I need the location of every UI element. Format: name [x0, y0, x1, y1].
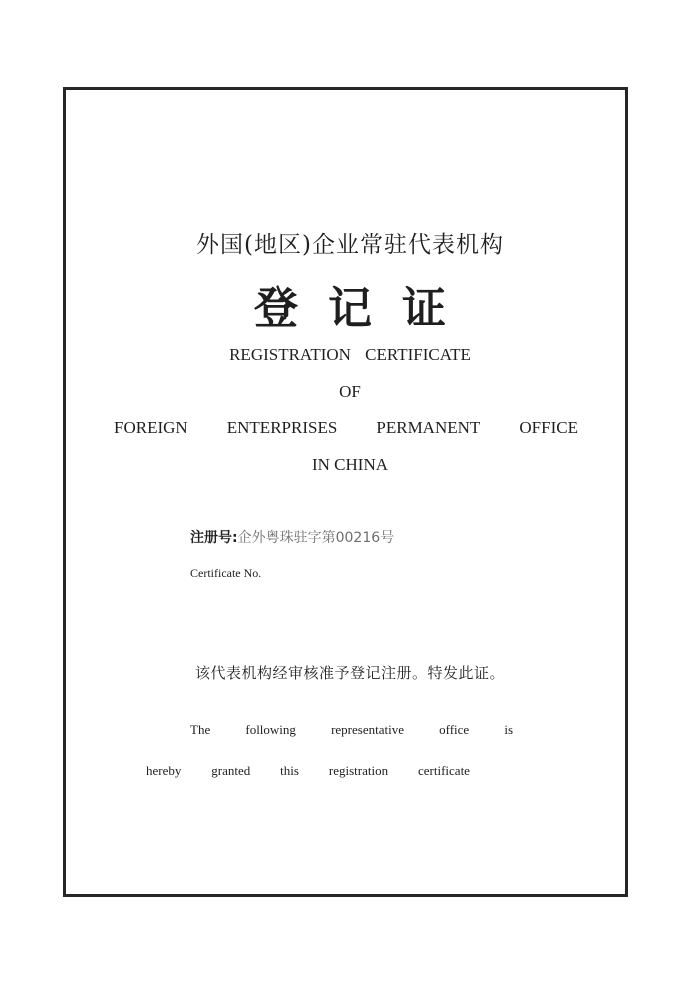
statement-word: this: [280, 763, 299, 778]
title-english-line-3: [114, 418, 578, 438]
title-word: ENTERPRISES: [226, 418, 338, 437]
title-word: OFFICE: [519, 418, 578, 437]
statement-en-line-2: [146, 763, 470, 779]
registration-number-row: [190, 527, 394, 547]
registration-number-value: 企外粤珠驻字第00216号: [237, 530, 395, 546]
statement-word: following: [245, 722, 296, 737]
title-registration-certificate: 登记证: [254, 283, 476, 334]
title-word: PERMANENT: [376, 418, 481, 437]
statement-word: office: [439, 722, 470, 737]
title-english-line-1: REGISTRATION CERTIFICATE: [229, 345, 471, 364]
certificate-number-label-en: Certificate No.: [190, 566, 262, 580]
statement-word: granted: [211, 763, 251, 778]
statement-word: certificate: [418, 763, 470, 778]
registration-number-label: 注册号:: [190, 530, 238, 546]
title-english-line-4: IN CHINA: [311, 455, 389, 474]
statement-word: The: [190, 722, 211, 737]
title-chinese: 外国(地区)企业常驻代表机构: [196, 232, 504, 258]
title-english-line-2: OF: [339, 382, 361, 401]
statement-word: registration: [328, 763, 389, 778]
statement-word: hereby: [146, 763, 182, 778]
approval-statement: 该代表机构经审核准予登记注册。特发此证。: [194, 664, 505, 682]
statement-word: representative: [331, 722, 404, 737]
statement-word: is: [504, 722, 513, 737]
title-word: FOREIGN: [114, 418, 188, 437]
statement-en-line-1: [190, 722, 513, 738]
